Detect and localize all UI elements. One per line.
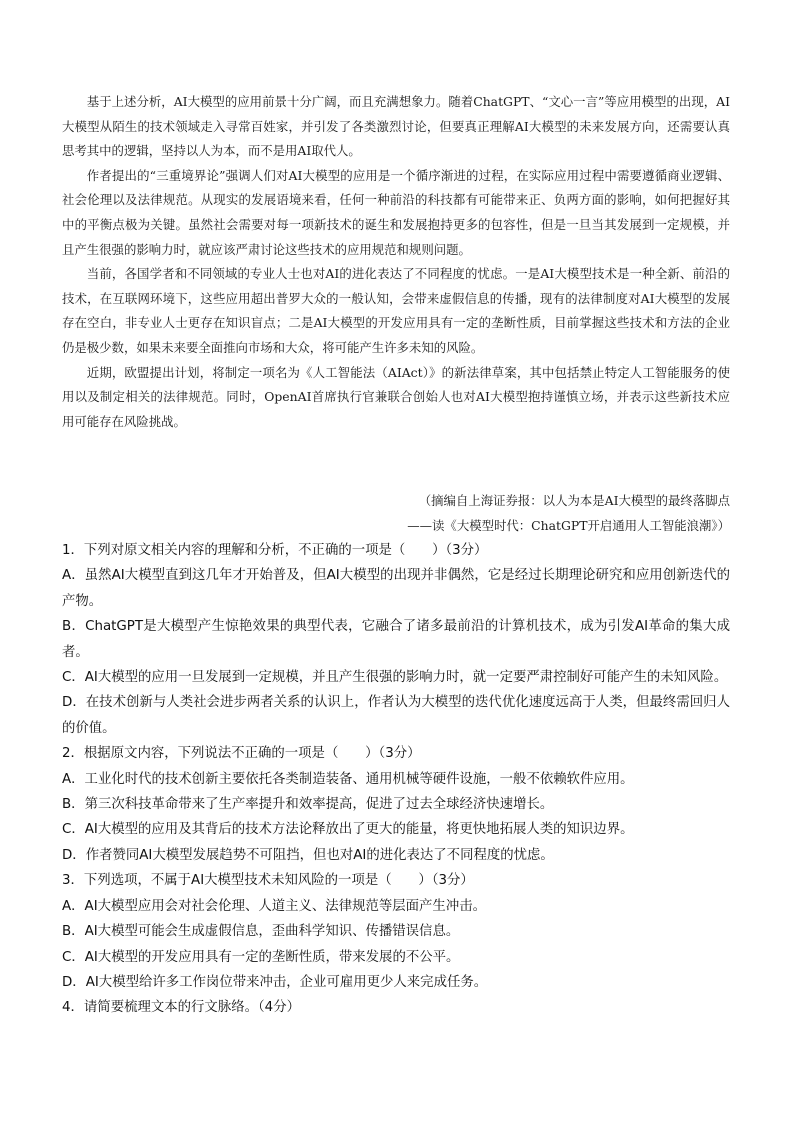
question-2-option-b: B．第三次科技革命带来了生产率提升和效率提高，促进了过去全球经济快速增长。 (62, 797, 554, 813)
question-1-option-c: C．AI大模型的应用一旦发展到一定规模，并且产生很强的影响力时，就一定要严肃控制好可能产生的未知风险。 (62, 670, 728, 686)
passage-paragraph-2: 作者提出的“三重境界论”强调人们对AI大模型的应用是一个循序渐进的过程，在实际应用过程中需要遵循商业逻辑、社会伦理以及法律规范。从现实的发展语境来看，任何一种前沿的科技都有可能带来正、负两方面的影响，如何把握好其中的平衡点极为关键。虽然社会需要对每一项新技术的诞生和发展抱持更多的包容性，但是一旦当其发展到一定规模，并且产生很强的影响力时，就应该严肃讨论这些技术的应用规范和规则问题。 (62, 167, 730, 257)
question-1-stem: 1．下列对原文相关内容的理解和分析，不正确的一项是（ ）（3分） (62, 543, 488, 558)
question-3-option-c: C．AI大模型的开发应用具有一定的垄断性质，带来发展的不公平。 (62, 949, 460, 965)
passage-paragraph-3: 当前，各国学者和不同领域的专业人士也对AI的进化表达了不同程度的忧虑。一是AI大模型技术是一种全新、前沿的技术，在互联网环境下，这些应用超出普罗大众的一般认知，会带来虚假信息的传播，现有的法律制度对AI大模型的发展存在空白，非专业人士更存在知识盲点；二是AI大模型的开发应用具有一定的垄断性质，目前掌握这些技术和方法的企业仍是极少数，如果未来要全面推向市场和大众，将可能产生许多未知的风险。 (62, 266, 730, 355)
question-3-option-b: B．AI大模型可能会生成虚假信息，歪曲科学知识、传播错误信息。 (62, 924, 460, 940)
passage-source (210, 488, 730, 538)
question-2-option-d: D．作者赞同AI大模型发展趋势不可阻挡，但也对AI的进化表达了不同程度的忧虑。 (62, 847, 554, 863)
question-3-option-a: A．AI大模型应用会对社会伦理、人道主义、法律规范等层面产生冲击。 (62, 898, 486, 914)
reading-passage (62, 90, 730, 434)
question-4-stem: 4．请简要梳理文本的行文脉络。（4分） (62, 1000, 300, 1016)
passage-paragraph-4: 近期，欧盟提出计划，将制定一项名为《人工智能法（AIAct）》的新法律草案，其中包括禁止特定人工智能服务的使用以及制定相关的法律规范。同时，OpenAI首席执行官兼联合创始人也对AI大模型抱持谨慎立场，并表示这些新技术应用可能存在风险挑战。 (62, 364, 730, 429)
question-2-option-c: C．AI大模型的应用及其背后的技术方法论释放出了更大的能量，将更快地拓展人类的知识边界。 (62, 822, 634, 838)
question-3-stem: 3．下列选项，不属于AI大模型技术未知风险的一项是（ ）（3分） (62, 873, 474, 889)
passage-paragraph-1: 基于上述分析，AI大模型的应用前景十分广阔，而且充满想象力。随着ChatGPT、“文心一言”等应用模型的出现，AI大模型从陌生的技术领域走入寻常百姓家，并引发了各类激烈讨论，但要真正理解AI大模型的未来发展方向，还需要认真思考其中的逻辑，坚持以人为本，而不是用AI取代人。 (62, 94, 730, 159)
question-1-option-b: B．ChatGPT是大模型产生惊艳效果的典型代表，它融合了诸多最前沿的计算机技术，成为引发AI革命的集大成者。 (62, 619, 730, 660)
question-2-option-a: A．工业化时代的技术创新主要依托各类制造装备、通用机械等硬件设施，一般不依赖软件应用。 (62, 771, 634, 787)
source-line-1: （摘编自上海证券报：以人为本是AI大模型的最终落脚点 (418, 493, 730, 508)
source-line-2: ——读《大模型时代：ChatGPT开启通用人工智能浪潮》） (407, 518, 730, 533)
question-1-option-a: A．虽然AI大模型直到这几年才开始普及，但AI大模型的出现并非偶然，它是经过长期理论研究和应用创新迭代的产物。 (62, 568, 730, 609)
question-3-option-d: D．AI大模型给许多工作岗位带来冲击，企业可雇用更少人来完成任务。 (62, 974, 488, 990)
question-2-stem: 2．根据原文内容，下列说法不正确的一项是（ ）（3分） (62, 746, 421, 762)
question-1-option-d: D．在技术创新与人类社会进步两者关系的认识上，作者认为大模型的迭代优化速度远高于人类，但最终需回归人的价值。 (62, 695, 730, 736)
question-list (62, 538, 730, 1021)
